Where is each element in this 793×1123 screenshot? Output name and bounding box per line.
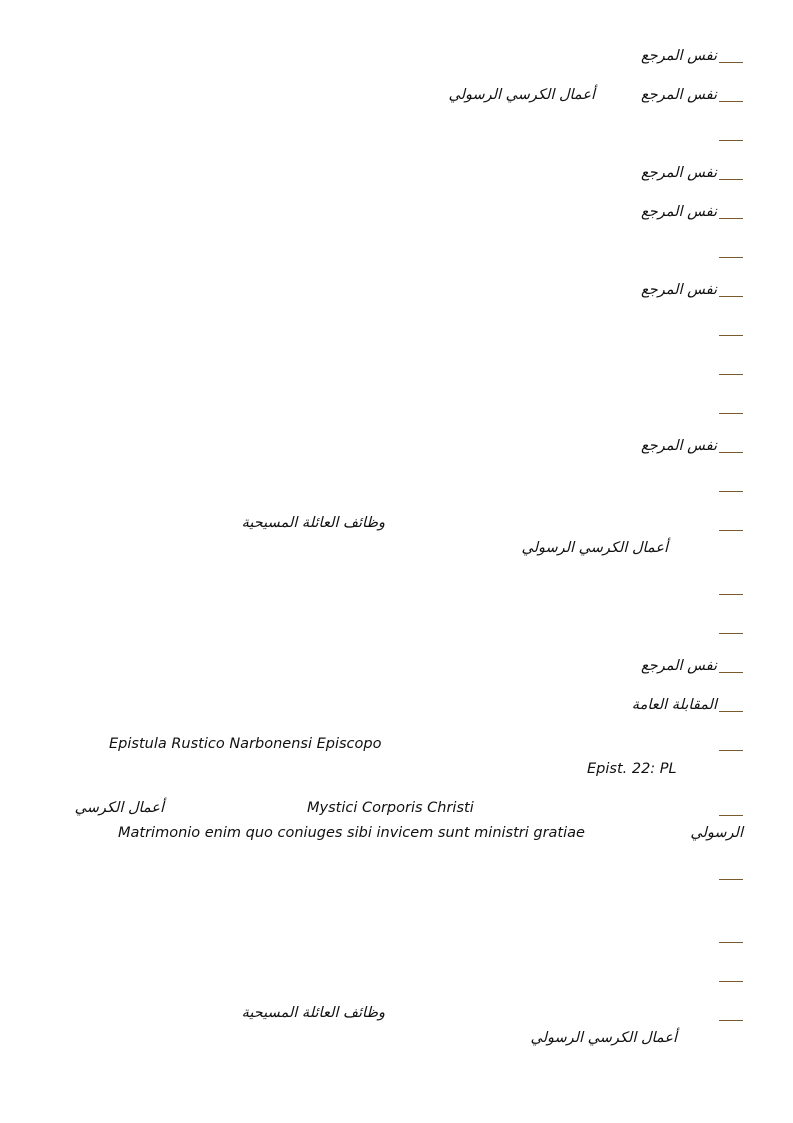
footnote-rule xyxy=(719,140,743,141)
footnote-text: نفس المرجع xyxy=(641,87,717,103)
footnote-text: المقابلة العامة xyxy=(631,697,717,713)
footnote-rule xyxy=(719,257,743,258)
footnote-text: نفس المرجع xyxy=(641,438,717,454)
footnote-rule xyxy=(719,815,743,816)
footnote-rule xyxy=(719,374,743,375)
footnote-rule xyxy=(719,179,743,180)
footnote-rule xyxy=(719,335,743,336)
footnote-rule xyxy=(719,296,743,297)
footnote-rule xyxy=(719,413,743,414)
footnote-text: الرسولي xyxy=(690,825,743,841)
footnote-text: Epistula Rustico Narbonensi Episcopo xyxy=(109,736,382,752)
footnote-rule xyxy=(719,879,743,880)
footnote-text: أعمال الكرسي xyxy=(74,800,164,816)
footnote-rule xyxy=(719,750,743,751)
footnote-text: نفس المرجع xyxy=(641,204,717,220)
footnote-rule xyxy=(719,452,743,453)
footnote-rule xyxy=(719,62,743,63)
footnote-rule xyxy=(719,633,743,634)
footnote-rule xyxy=(719,981,743,982)
footnote-text: أعمال الكرسي الرسولي xyxy=(521,540,668,556)
footnote-rule xyxy=(719,672,743,673)
footnote-text: وظائف العائلة المسيحية xyxy=(241,1005,385,1021)
footnote-rule xyxy=(719,942,743,943)
footnote-text: Epist. 22: PL xyxy=(587,761,677,777)
footnote-rule xyxy=(719,1020,743,1021)
footnote-text: Matrimonio enim quo coniuges sibi invicem sunt ministri gratiae xyxy=(118,825,585,841)
footnote-text: أعمال الكرسي الرسولي xyxy=(448,87,595,103)
footnote-text: وظائف العائلة المسيحية xyxy=(241,515,385,531)
footnote-rule xyxy=(719,491,743,492)
footnote-rule xyxy=(719,530,743,531)
footnote-rule xyxy=(719,711,743,712)
footnote-rule xyxy=(719,218,743,219)
footnote-text: نفس المرجع xyxy=(641,165,717,181)
footnote-text: نفس المرجع xyxy=(641,658,717,674)
footnote-rule xyxy=(719,101,743,102)
footnote-rule xyxy=(719,594,743,595)
footnote-text: Mystici Corporis Christi xyxy=(307,800,474,816)
footnote-text: نفس المرجع xyxy=(641,48,717,64)
footnote-text: أعمال الكرسي الرسولي xyxy=(530,1030,677,1046)
footnote-text: نفس المرجع xyxy=(641,282,717,298)
